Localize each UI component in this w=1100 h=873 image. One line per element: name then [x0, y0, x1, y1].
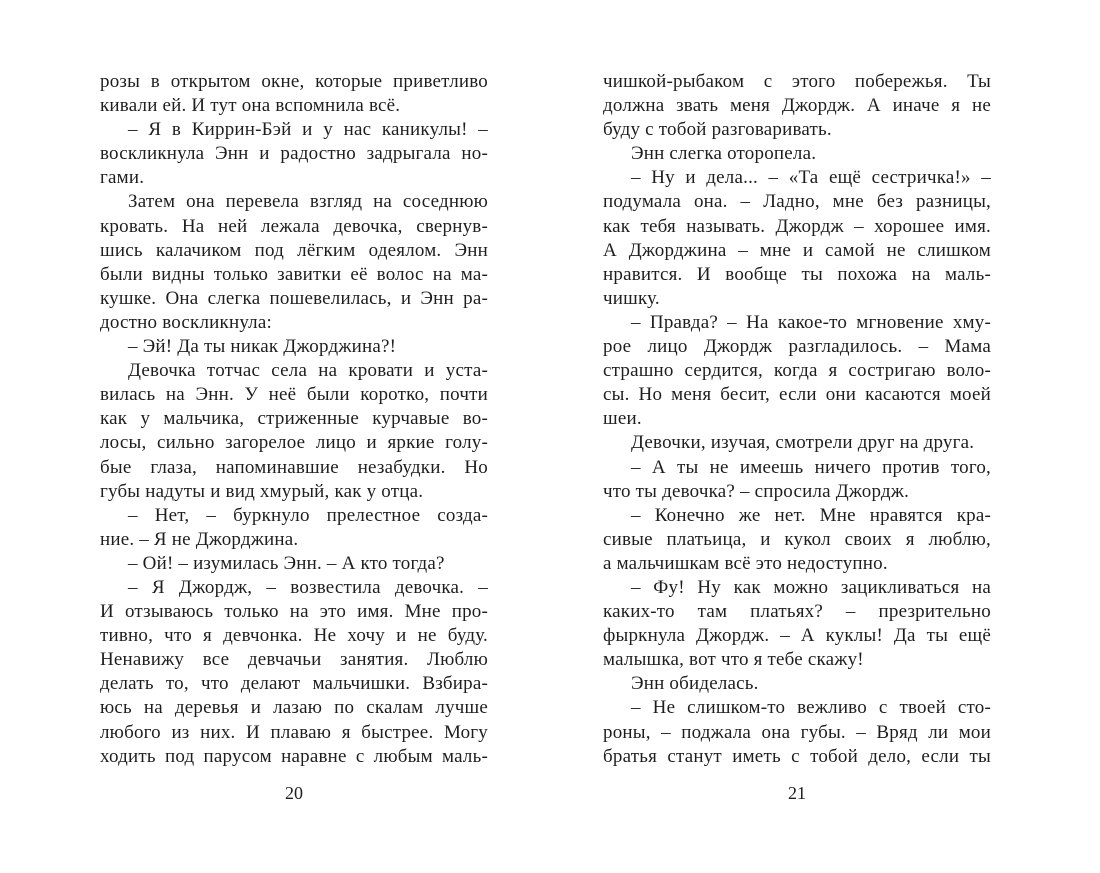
- text-line: кушке. Она слегка пошевелилась, и Энн ра-: [100, 287, 488, 309]
- text-line: нравится. И вообще ты похожа на маль-: [603, 263, 991, 285]
- text-line: фыркнула Джордж. – А куклы! Да ты ещё: [603, 625, 991, 647]
- page-number-left: 20: [285, 783, 303, 803]
- text-line: воскликнула Энн и радостно задрыгала но-: [100, 143, 488, 165]
- text-line: роны, – поджала она губы. – Вряд ли мои: [603, 721, 991, 743]
- text-line: братья станут иметь с тобой дело, если ты: [603, 745, 991, 767]
- text-line: – Конечно же нет. Мне нравятся кра-: [631, 504, 991, 526]
- text-line: – Ну и дела... – «Та ещё сестричка!» –: [631, 167, 991, 189]
- text-line: рое лицо Джордж разгладилось. – Мама: [603, 336, 991, 358]
- text-line: И отзываюсь только на это имя. Мне про-: [100, 601, 488, 623]
- text-line: сы. Но меня бесит, если они касаются моей: [603, 384, 991, 406]
- text-line: подумала она. – Ладно, мне без разницы,: [603, 191, 991, 213]
- text-line: А Джорджина – мне и самой не слишком: [603, 239, 991, 261]
- text-line: Энн обиделась.: [631, 673, 759, 695]
- book-page-left: [100, 0, 488, 873]
- text-line: ние. – Я не Джорджина.: [100, 528, 299, 550]
- text-line: Девочки, изучая, смотрели друг на друга.: [631, 432, 975, 454]
- text-line: – Нет, – буркнуло прелестное созда-: [128, 504, 488, 526]
- text-line: страшно сердится, когда я состригаю воло-: [603, 360, 991, 382]
- text-line: чишкой-рыбаком с этого побережья. Ты: [603, 71, 991, 92]
- text-line: каких-то там платьях? – презрительно: [603, 601, 991, 623]
- text-line: сивые платьица, и кукол своих я люблю,: [603, 528, 991, 550]
- text-line: – Я Джордж, – возвестила девочка. –: [128, 576, 488, 598]
- text-line: малышка, вот что я тебе скажу!: [603, 649, 864, 671]
- text-line: розы в открытом окне, которые приветливо: [100, 71, 488, 92]
- page-number-right: 21: [788, 783, 806, 803]
- text-line: должна звать меня Джордж. А иначе я не: [603, 95, 991, 117]
- text-line: Затем она перевела взгляд на соседнюю: [128, 191, 488, 213]
- text-line: – Я в Киррин-Бэй и у нас каникулы! –: [128, 119, 488, 141]
- text-line: Ненавижу все девчачьи занятия. Люблю: [100, 649, 488, 671]
- text-line: – Не слишком-то вежливо с твоей сто-: [631, 697, 991, 719]
- text-line: – Эй! Да ты никак Джорджина?!: [128, 336, 397, 358]
- text-line: вилась на Энн. У неё были коротко, почти: [100, 384, 488, 406]
- text-line: делать то, что делают мальчишки. Взбира-: [100, 673, 488, 695]
- page-text-right: [603, 70, 991, 769]
- text-line: – Фу! Ну как можно зацикливаться на: [631, 576, 991, 598]
- text-line: любого из них. И плаваю я быстрее. Могу: [100, 721, 488, 743]
- text-line: достно воскликнула:: [100, 311, 272, 333]
- text-line: тивно, что я девчонка. Не хочу и не буду.: [100, 625, 488, 647]
- text-line: что ты девочка? – спросила Джордж.: [603, 480, 910, 502]
- text-line: бые глаза, напоминавшие незабудки. Но: [100, 456, 488, 478]
- text-line: губы надуты и вид хмурый, как у отца.: [100, 480, 424, 502]
- text-line: кивали ей. И тут она вспомнила всё.: [100, 95, 401, 117]
- page-text-left: [100, 70, 488, 769]
- text-line: а мальчишкам всё это недоступно.: [603, 552, 888, 574]
- text-line: – Правда? – На какое-то мгновение хму-: [631, 311, 991, 333]
- book-page-right: [603, 0, 991, 873]
- text-line: гами.: [100, 167, 145, 189]
- text-line: ходить под парусом наравне с любым маль-: [100, 745, 488, 767]
- text-line: – Ой! – изумилась Энн. – А кто тогда?: [128, 552, 445, 574]
- text-line: шеи.: [603, 408, 642, 430]
- text-line: кровать. На ней лежала девочка, свернув-: [100, 215, 488, 237]
- text-line: шись калачиком под лёгким одеялом. Энн: [100, 239, 488, 261]
- text-line: буду с тобой разговаривать.: [603, 119, 832, 141]
- text-line: были видны только завитки её волос на ма-: [100, 263, 488, 285]
- text-line: – А ты не имеешь ничего против того,: [631, 456, 991, 478]
- text-line: как тебя называть. Джордж – хорошее имя.: [603, 215, 991, 237]
- text-line: юсь на деревья и лазаю по скалам лучше: [100, 697, 488, 719]
- text-line: лосы, сильно загорелое лицо и яркие голу-: [100, 432, 488, 454]
- text-line: Девочка тотчас села на кровати и уста-: [128, 360, 488, 382]
- text-line: Энн слегка оторопела.: [631, 143, 817, 165]
- text-line: чишку.: [603, 287, 660, 309]
- text-line: как у мальчика, стриженные курчавые во-: [100, 408, 488, 430]
